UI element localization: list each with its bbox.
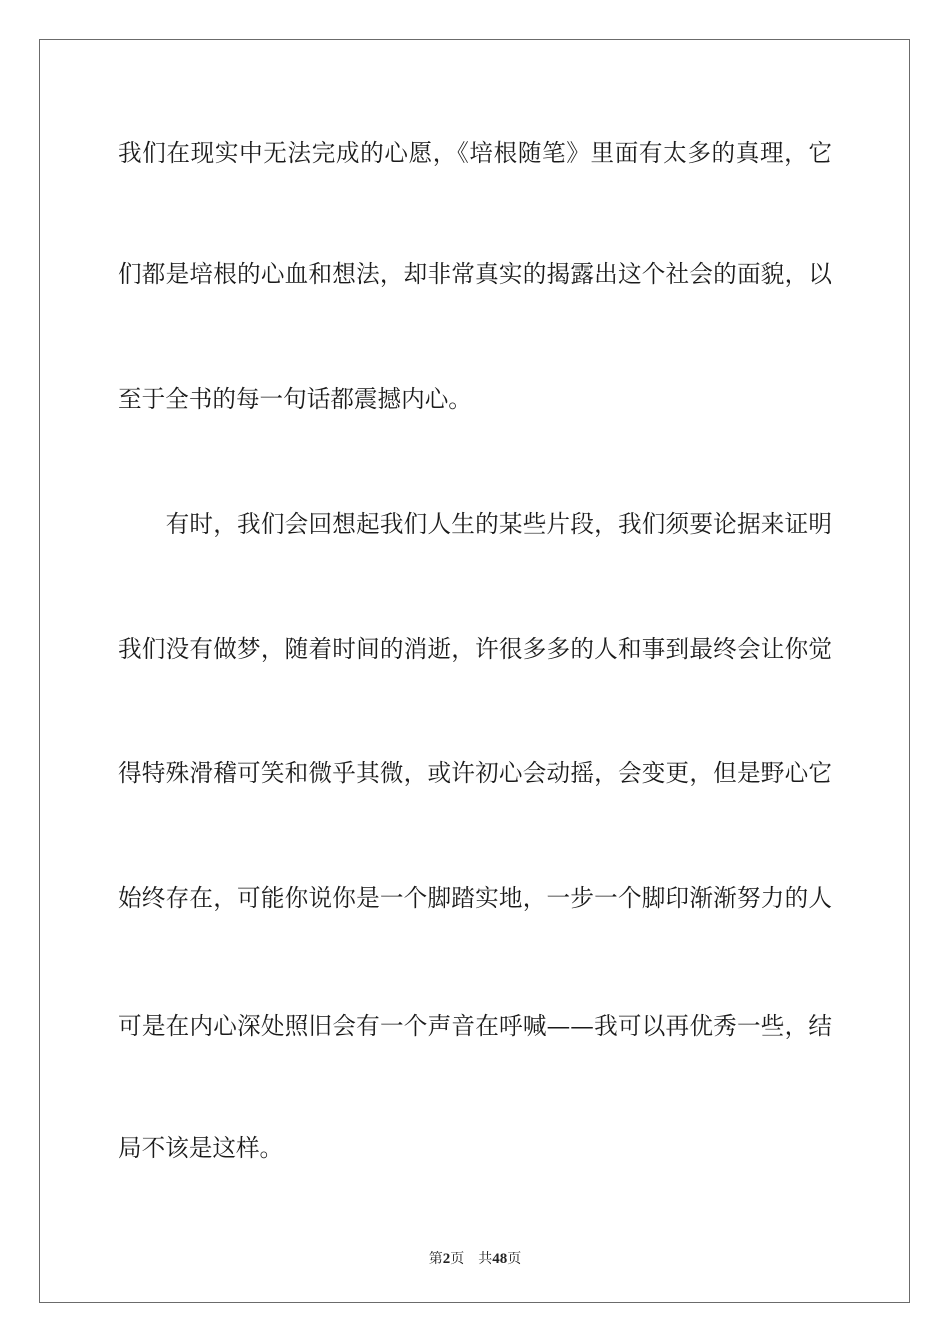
page-prefix: 第 [428,1251,443,1267]
body-line-5: 我们没有做梦，随着时间的消逝，许很多多的人和事到最终会让你觉 [118,635,832,663]
page-suffix: 页 [450,1251,465,1267]
body-line-2: 们都是培根的心血和想法，却非常真实的揭露出这个社会的面貌，以 [118,260,832,288]
body-line-4: 有时，我们会回想起我们人生的某些片段，我们须要论据来证明 [118,510,832,538]
body-line-8: 可是在内心深处照旧会有一个声音在呼喊——我可以再优秀一些，结 [118,1012,832,1040]
page-border [39,39,910,1303]
total-suffix: 页 [507,1251,522,1267]
body-line-3: 至于全书的每一句话都震撼内心。 [118,385,472,413]
total-prefix: 共 [478,1251,493,1267]
page-number: 2 [442,1251,451,1267]
body-line-6: 得特殊滑稽可笑和微乎其微，或许初心会动摇，会变更，但是野心它 [118,759,832,787]
body-line-1: 我们在现实中无法完成的心愿，《培根随笔》里面有太多的真理，它 [118,139,832,167]
body-line-7: 始终存在，可能你说你是一个脚踏实地，一步一个脚印渐渐努力的人 [118,884,832,912]
page-footer [0,1248,950,1268]
body-line-9: 局不该是这样。 [118,1134,284,1162]
total-pages: 48 [492,1251,508,1267]
